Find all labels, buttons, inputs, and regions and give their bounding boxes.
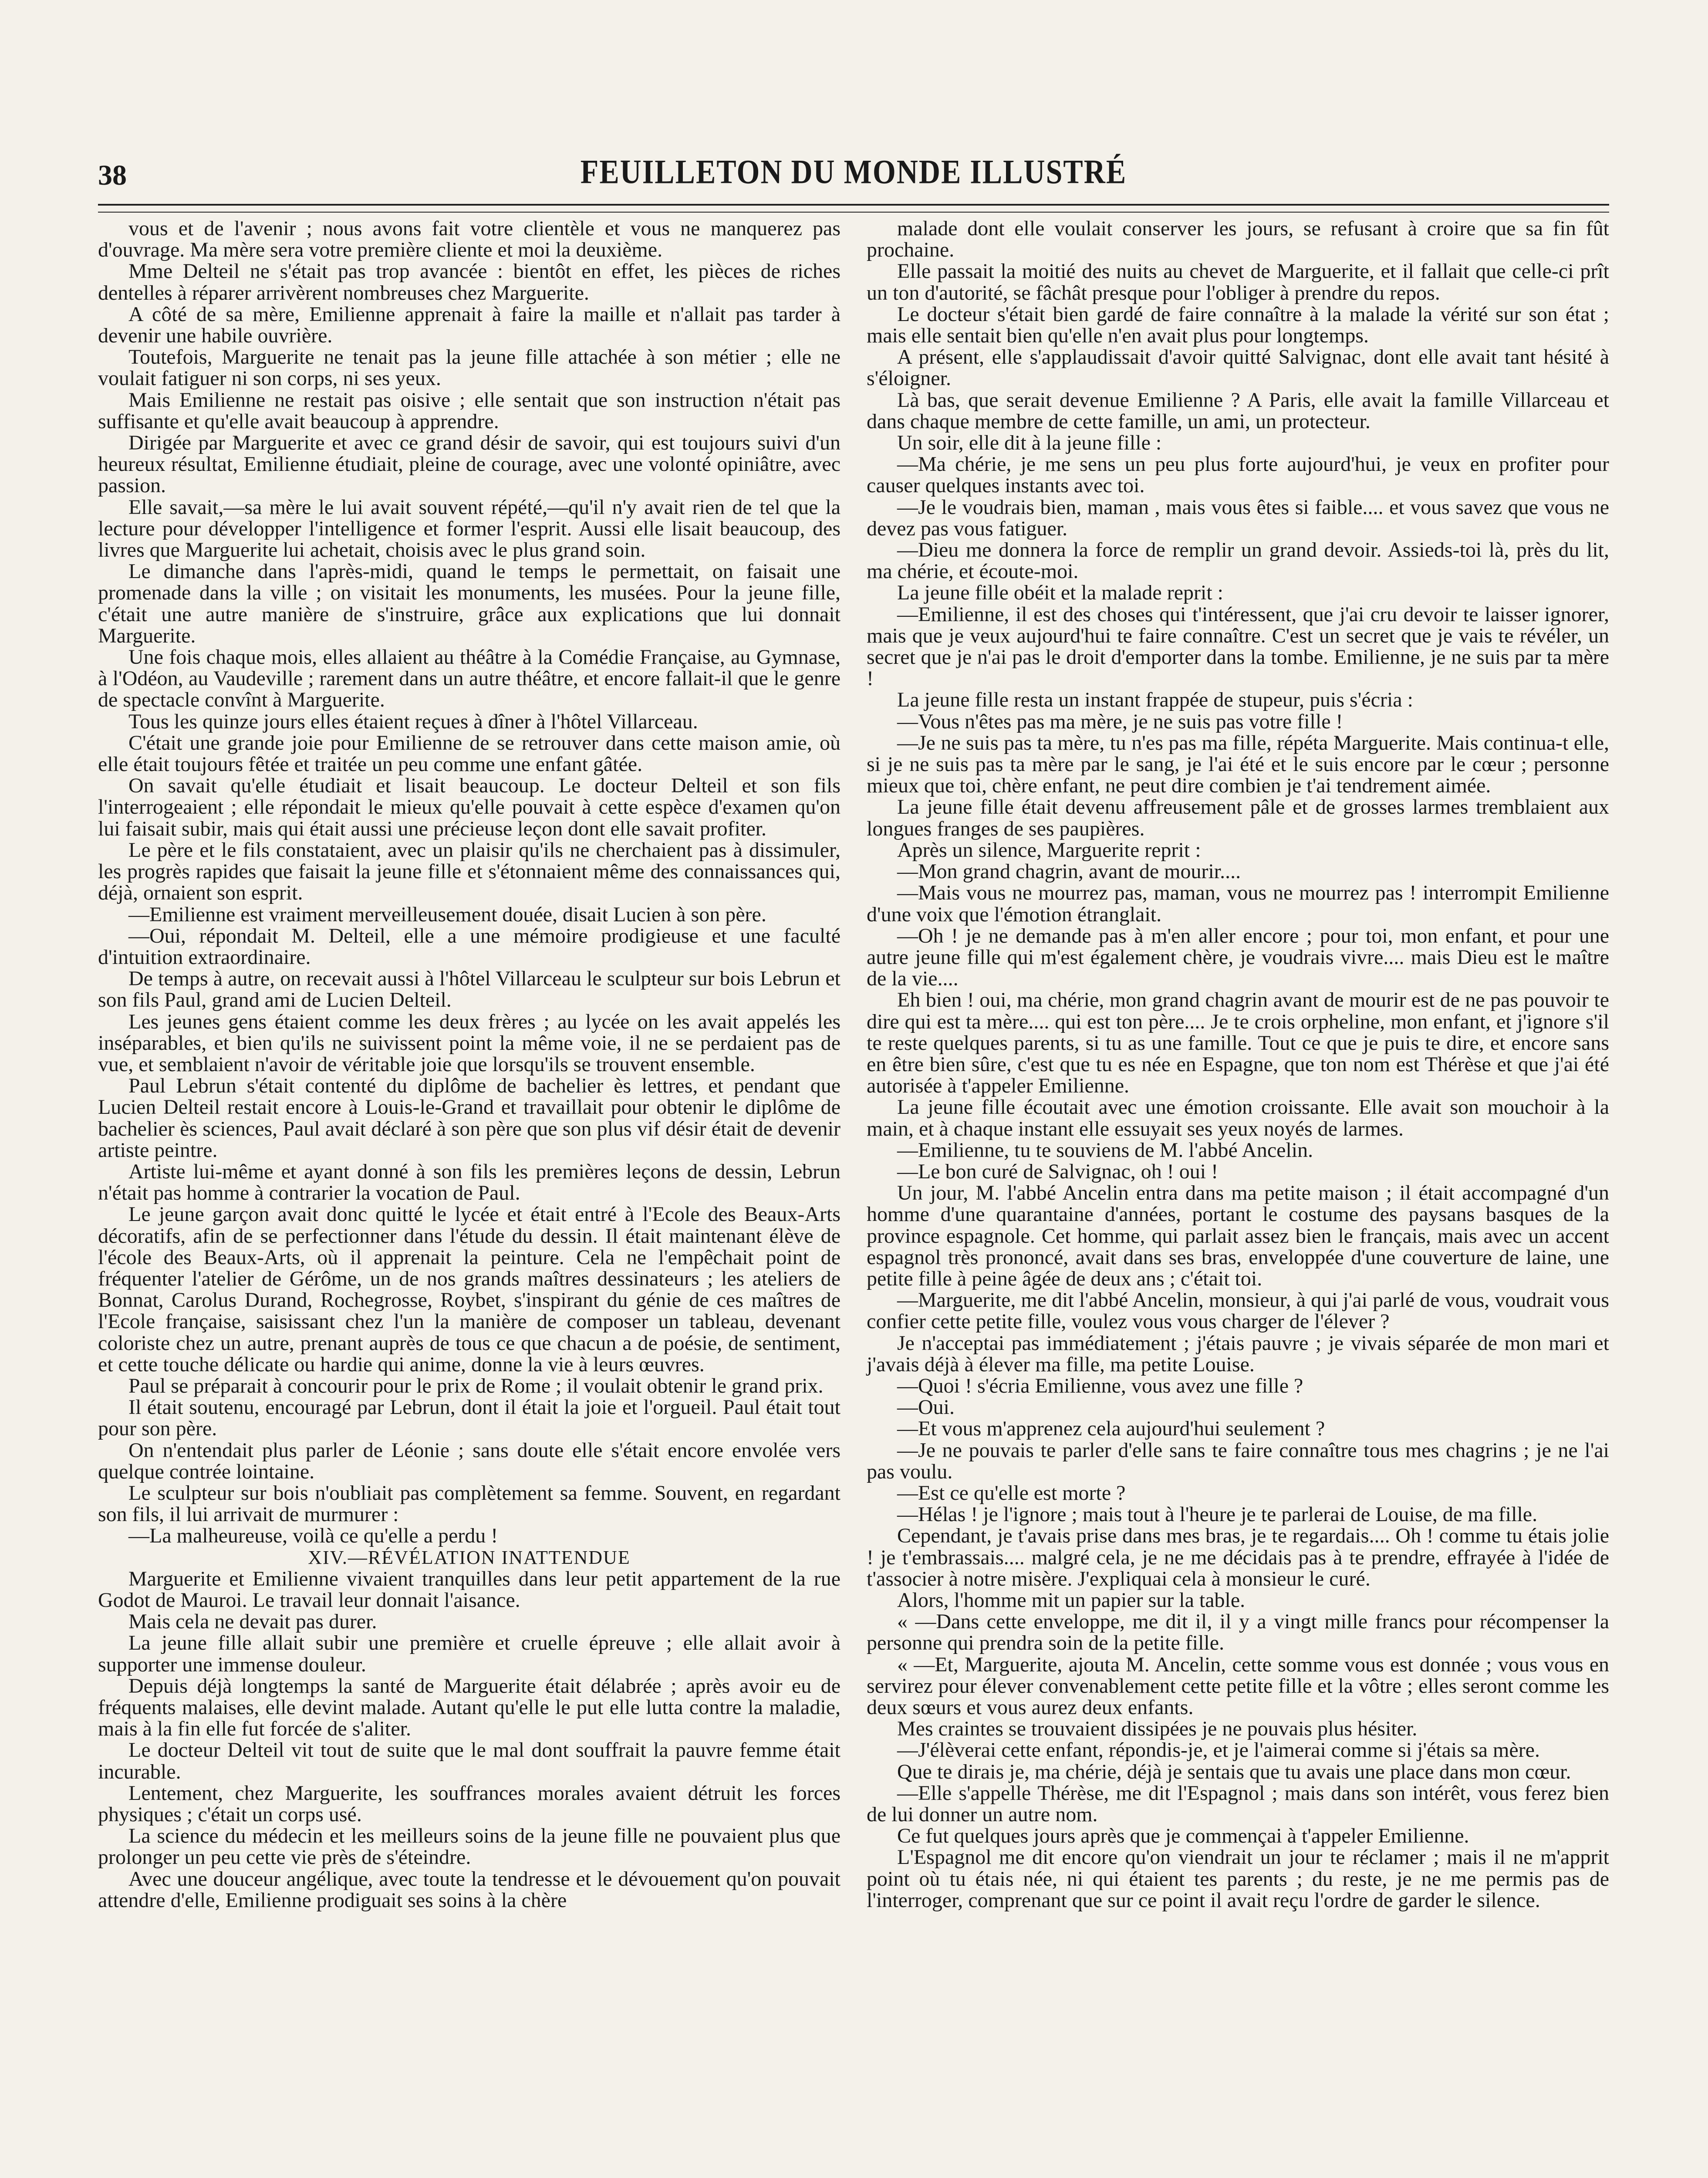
section-title: XIV.—RÉVÉLATION INATTENDUE	[308, 1546, 631, 1568]
paragraph: La jeune fille obéit et la malade reprit :	[897, 581, 1223, 605]
paragraph: Un jour, M. l'abbé Ancelin entra dans ma petite maison ; il était accompagné d'un homme d'une quarantaine d'années, portant le costume des paysans basques de la province espagnole. Cet homme, qui parlait assez bien le français, mais avec un accent espagnol très prononcé, avait dans ses bras, enveloppée d'une couverture de laine, une petite fille à peine âgée de deux ans ; c'était toi.	[867, 1181, 1609, 1290]
paragraph: Que te dirais je, ma chérie, déjà je sentais que tu avais une place dans mon cœur.	[897, 1760, 1571, 1783]
paragraph: —La malheureuse, voilà ce qu'elle a perdu !	[128, 1524, 498, 1548]
page-header	[98, 152, 1609, 203]
paragraph: Mais Emilienne ne restait pas oisive ; elle sentait que son instruction n'était pas suffisante et qu'elle avait beaucoup à apprendre.	[98, 388, 840, 433]
paragraph: —Emilienne, tu te souviens de M. l'abbé Ancelin.	[897, 1138, 1313, 1162]
paragraph: « —Dans cette enveloppe, me dit il, il y a vingt mille francs pour récompenser la personne qui prendra soin de la petite fille.	[867, 1610, 1609, 1655]
paragraph: —Vous n'êtes pas ma mère, je ne suis pas votre fille !	[897, 710, 1343, 733]
paragraph: —Et vous m'apprenez cela aujourd'hui seulement ?	[897, 1417, 1325, 1441]
paragraph: —Quoi ! s'écria Emilienne, vous avez une fille ?	[897, 1374, 1303, 1397]
paragraph: Avec une douceur angélique, avec toute la tendresse et le dévouement qu'on pouvait attendre d'elle, Emilienne prodiguait ses soins à la chère	[98, 1867, 840, 1912]
paragraph: Paul Lebrun s'était contenté du diplôme de bachelier ès lettres, et pendant que Lucien Delteil restait encore à Louis-le-Grand et travaillait pour obtenir le diplôme de bachelier ès sciences, Paul avait déclaré à son père que son plus vif désir était de devenir artiste peintre.	[98, 1074, 840, 1162]
paragraph: Elle passait la moitié des nuits au chevet de Marguerite, et il fallait que celle-ci prît un ton d'autorité, se fâchât presque pour l'obliger à prendre du repos.	[867, 260, 1609, 304]
paragraph: Les jeunes gens étaient comme les deux frères ; au lycée on les avait appelés les inséparables, et bien qu'ils ne suivissent point la même voie, il ne se perdaient pas de vue, et semblaient n'avoir de véritable joie que lorsqu'ils se trouvent ensemble.	[98, 1010, 840, 1076]
paragraph: —Marguerite, me dit l'abbé Ancelin, monsieur, à qui j'ai parlé de vous, voudrait vous confier cette petite fille, voulez vous vous charger de l'élever ?	[867, 1289, 1609, 1333]
paragraph: Il était soutenu, encouragé par Lebrun, dont il était la joie et l'orgueil. Paul était tout pour son père.	[98, 1396, 840, 1441]
paragraph: —Elle s'appelle Thérèse, me dit l'Espagnol ; mais dans son intérêt, vous ferez bien de lui donner un autre nom.	[867, 1781, 1609, 1826]
paragraph: Le père et le fils constataient, avec un plaisir qu'ils ne cherchaient pas à dissimuler, les progrès rapides que faisait la jeune fille et s'étonnaient même des connaissances qui, déjà, ornaient son esprit.	[98, 838, 840, 905]
paragraph: Marguerite et Emilienne vivaient tranquilles dans leur petit appartement de la rue Godot de Mauroi. Le travail leur donnait l'aisance.	[98, 1567, 840, 1612]
right-paragraphs	[867, 218, 1609, 1911]
paragraph: —Oui, répondait M. Delteil, elle a une mémoire prodigieuse et une faculté d'intuition extraordinaire.	[98, 924, 840, 969]
paragraph: Mes craintes se trouvaient dissipées je ne pouvais plus hésiter.	[897, 1717, 1418, 1741]
paragraph: Le jeune garçon avait donc quitté le lycée et était entré à l'Ecole des Beaux-Arts décoratifs, afin de se perfectionner dans l'étude du dessin. Il était maintenant élève de l'école des Beaux-Arts, où il apprenait la peinture. Cela ne l'empêchait point de fréquenter l'atelier de Gérôme, un de nos grands maîtres dessinateurs ; les ateliers de Bonnat, Carolus Durand, Rochegrosse, Roybet, s'inspirant du génie de ces maîtres de l'Ecole française, saisissant chez l'un la manière de composer un tableau, devenant coloriste chez un autre, prenant auprès de tous ce que chacun a de poésie, de sentiment, et cette touche délicate ou hardie qui anime, donne la vie à leurs œuvres.	[98, 1203, 840, 1376]
paragraph: On savait qu'elle étudiait et lisait beaucoup. Le docteur Delteil et son fils l'interrogeaient ; elle répondait le mieux qu'elle pouvait à cette espèce d'examen qu'on lui faisait subir, mais qui était aussi une précieuse leçon dont elle savait profiter.	[98, 774, 840, 840]
running-title: FEUILLETON DU MONDE ILLUSTRÉ	[580, 152, 1127, 191]
paragraph: La jeune fille allait subir une première et cruelle épreuve ; elle allait avoir à supporter une immense douleur.	[98, 1631, 840, 1676]
paragraph: Le docteur s'était bien gardé de faire connaître à la malade la vérité sur son état ; mais elle sentait bien qu'elle n'en avait plus pour longtemps.	[867, 302, 1609, 348]
paragraph: Je n'acceptai pas immédiatement ; j'étais pauvre ; je vivais séparée de mon mari et j'avais déjà à élever ma fille, ma petite Louise.	[867, 1331, 1609, 1376]
paragraph: Cependant, je t'avais prise dans mes bras, je te regardais.... Oh ! comme tu étais jolie ! je t'embrassais.... malgré cela, je ne me décidais pas à te prendre, effrayée à l'idée de t'associer à notre misère. J'expliquai cela à monsieur le curé.	[867, 1524, 1609, 1590]
right-column	[867, 218, 1609, 1911]
paragraph: Mme Delteil ne s'était pas trop avancée : bientôt en effet, les pièces de riches dentelles à réparer arrivèrent nombreuses chez Marguerite.	[98, 260, 840, 304]
paragraph: Toutefois, Marguerite ne tenait pas la jeune fille attachée à son métier ; elle ne voulait fatiguer ni son corps, ni ses yeux.	[98, 345, 840, 390]
paragraph: —Emilienne est vraiment merveilleusement douée, disait Lucien à son père.	[128, 903, 766, 926]
paragraph: Le docteur Delteil vit tout de suite que le mal dont souffrait la pauvre femme était incurable.	[98, 1738, 840, 1783]
paragraph: La science du médecin et les meilleurs soins de la jeune fille ne pouvaient plus que prolonger un peu cette vie près de s'éteindre.	[98, 1824, 840, 1869]
paragraph: —Est ce qu'elle est morte ?	[897, 1481, 1126, 1505]
paragraph: Là bas, que serait devenue Emilienne ? A Paris, elle avait la famille Villarceau et dans chaque membre de cette famille, un ami, un protecteur.	[867, 388, 1609, 433]
left-paragraphs	[98, 218, 840, 1547]
paragraph: Tous les quinze jours elles étaient reçues à dîner à l'hôtel Villarceau.	[128, 710, 698, 733]
paragraph: —J'élèverai cette enfant, répondis-je, et je l'aimerai comme si j'étais sa mère.	[897, 1738, 1540, 1762]
paragraph: —Hélas ! je l'ignore ; mais tout à l'heure je te parlerai de Louise, de ma fille.	[897, 1503, 1538, 1526]
left-column	[98, 218, 840, 1911]
paragraph: De temps à autre, on recevait aussi à l'hôtel Villarceau le sculpteur sur bois Lebrun et son fils Paul, grand ami de Lucien Delteil.	[98, 967, 840, 1012]
paragraph: —Je ne pouvais te parler d'elle sans te faire connaître tous mes chagrins ; je ne l'ai pas voulu.	[867, 1438, 1609, 1483]
paragraph: —Emilienne, il est des choses qui t'intéressent, que j'ai cru devoir te laisser ignorer, mais que je veux aujourd'hui te faire connaître. C'est un secret que je vais te révéler, un secret que je n'ai pas le droit d'emporter dans la tombe. Emilienne, je ne suis par ta mère !	[867, 602, 1609, 690]
paragraph: « —Et, Marguerite, ajouta M. Ancelin, cette somme vous est donnée ; vous vous en servirez pour élever convenablement cette petite fille et la vôtre ; elles seront comme les deux sœurs et vous aurez deux enfants.	[867, 1653, 1609, 1719]
paragraph: Une fois chaque mois, elles allaient au théâtre à la Comédie Française, au Gymnase, à l'Odéon, au Vaudeville ; rarement dans un autre théâtre, et encore fallait-il que le genre de spectacle convînt à Marguerite.	[98, 646, 840, 712]
paragraph: Alors, l'homme mit un papier sur la table.	[897, 1589, 1246, 1612]
paragraph: Mais cela ne devait pas durer.	[128, 1610, 377, 1634]
paragraph: Dirigée par Marguerite et avec ce grand désir de savoir, qui est toujours suivi d'un heureux résultat, Emilienne étudiait, pleine de courage, avec une volonté opiniâtre, avec passion.	[98, 431, 840, 497]
paragraph: Un soir, elle dit à la jeune fille :	[897, 431, 1162, 455]
paragraph: La jeune fille resta un instant frappée de stupeur, puis s'écria :	[897, 688, 1413, 712]
paragraph: L'Espagnol me dit encore qu'on viendrait un jour te réclamer ; mais il ne m'apprit point où tu étais née, ni qui étaient tes parents ; du reste, je ne me permis pas de l'interroger, comprenant que sur ce point il avait reçu l'ordre de garder le silence.	[867, 1846, 1609, 1912]
left-paragraphs-continued	[98, 1568, 840, 1911]
page-number: 38	[98, 159, 127, 191]
paragraph: —Mais vous ne mourrez pas, maman, vous ne mourrez pas ! interrompit Emilienne d'une voix que l'émotion étranglait.	[867, 881, 1609, 926]
paragraph: —Mon grand chagrin, avant de mourir....	[897, 860, 1241, 883]
paragraph: A côté de sa mère, Emilienne apprenait à faire la maille et n'allait pas tarder à devenir une habile ouvrière.	[98, 302, 840, 348]
paragraph: —Je le voudrais bien, maman , mais vous êtes si faible.... et vous savez que vous ne devez pas vous fatiguer.	[867, 495, 1609, 540]
paragraph: Artiste lui-même et ayant donné à son fils les premières leçons de dessin, Lebrun n'était pas homme à contrarier la vocation de Paul.	[98, 1160, 840, 1205]
paragraph: Après un silence, Marguerite reprit :	[897, 838, 1201, 862]
paragraph: La jeune fille écoutait avec une émotion croissante. Elle avait son mouchoir à la main, et à chaque instant elle essuyait ses yeux noyés de larmes.	[867, 1096, 1609, 1140]
paragraph: —Ma chérie, je me sens un peu plus forte aujourd'hui, je veux en profiter pour causer quelques instants avec toi.	[867, 453, 1609, 497]
paragraph: malade dont elle voulait conserver les jours, se refusant à croire que sa fin fût prochaine.	[867, 217, 1609, 262]
paragraph: La jeune fille était devenu affreusement pâle et de grosses larmes tremblaient aux longues franges de ses paupières.	[867, 795, 1609, 840]
paragraph: Depuis déjà longtemps la santé de Marguerite était délabrée ; après avoir eu de fréquents malaises, elle devint malade. Autant qu'elle le put elle lutta contre la maladie, mais à la fin elle fut forcée de s'aliter.	[98, 1674, 840, 1741]
paragraph: Elle savait,—sa mère le lui avait souvent répété,—qu'il n'y avait rien de tel que la lecture pour développer l'intelligence et former l'esprit. Aussi elle lisait beaucoup, des livres que Marguerite lui achetait, choisis avec le plus grand soin.	[98, 495, 840, 562]
paragraph: Le dimanche dans l'après-midi, quand le temps le permettait, on faisait une promenade dans la ville ; on visitait les monuments, les musées. Pour la jeune fille, c'était une autre manière de s'instruire, grâce aux explications que lui donnait Marguerite.	[98, 560, 840, 647]
paragraph: —Le bon curé de Salvignac, oh ! oui !	[897, 1160, 1219, 1183]
paragraph: Ce fut quelques jours après que je commençai à t'appeler Emilienne.	[897, 1824, 1469, 1848]
paragraph: Paul se préparait à concourir pour le prix de Rome ; il voulait obtenir le grand prix.	[128, 1374, 824, 1397]
paragraph: Eh bien ! oui, ma chérie, mon grand chagrin avant de mourir est de ne pas pouvoir te dire qui est ta mère.... qui est ton père.... Je te crois orpheline, mon enfant, et j'ignore s'il te reste quelques parents, si tu as une famille. Tout ce que je puis te dire, et encore sans en être bien sûre, c'est que tu es née en Espagne, que ton nom est Thérèse et que j'ai été autorisée à t'appeler Emilienne.	[867, 988, 1609, 1098]
paragraph: —Oui.	[897, 1396, 955, 1419]
paragraph: —Oh ! je ne demande pas à m'en aller encore ; pour toi, mon enfant, et pour une autre jeune fille qui m'est également chère, je voudrais vivre.... mais Dieu est le maître de la vie....	[867, 924, 1609, 991]
paragraph: Lentement, chez Marguerite, les souffrances morales avaient détruit les forces physiques ; c'était un corps usé.	[98, 1781, 840, 1826]
paragraph: A présent, elle s'applaudissait d'avoir quitté Salvignac, dont elle avait tant hésité à s'éloigner.	[867, 345, 1609, 390]
header-rule	[98, 204, 1609, 213]
paragraph: C'était une grande joie pour Emilienne de se retrouver dans cette maison amie, où elle était toujours fêtée et traitée un peu comme une enfant gâtée.	[98, 731, 840, 776]
paragraph: Le sculpteur sur bois n'oubliait pas complètement sa femme. Souvent, en regardant son fils, il lui arrivait de murmurer :	[98, 1481, 840, 1526]
paragraph: vous et de l'avenir ; nous avons fait votre clientèle et vous ne manquerez pas d'ouvrage. Ma mère sera votre première cliente et moi la deuxième.	[98, 217, 840, 262]
paragraph: —Je ne suis pas ta mère, tu n'es pas ma fille, répéta Marguerite. Mais continua-t elle, si je ne suis pas ta mère par le sang, je l'ai été et le suis encore par le cœur ; personne mieux que toi, chère enfant, ne peut dire combien je t'ai tendrement aimée.	[867, 731, 1609, 798]
paragraph: —Dieu me donnera la force de remplir un grand devoir. Assieds-toi là, près du lit, ma chérie, et écoute-moi.	[867, 538, 1609, 583]
paragraph: On n'entendait plus parler de Léonie ; sans doute elle s'était encore envolée vers quelque contrée lointaine.	[98, 1438, 840, 1483]
